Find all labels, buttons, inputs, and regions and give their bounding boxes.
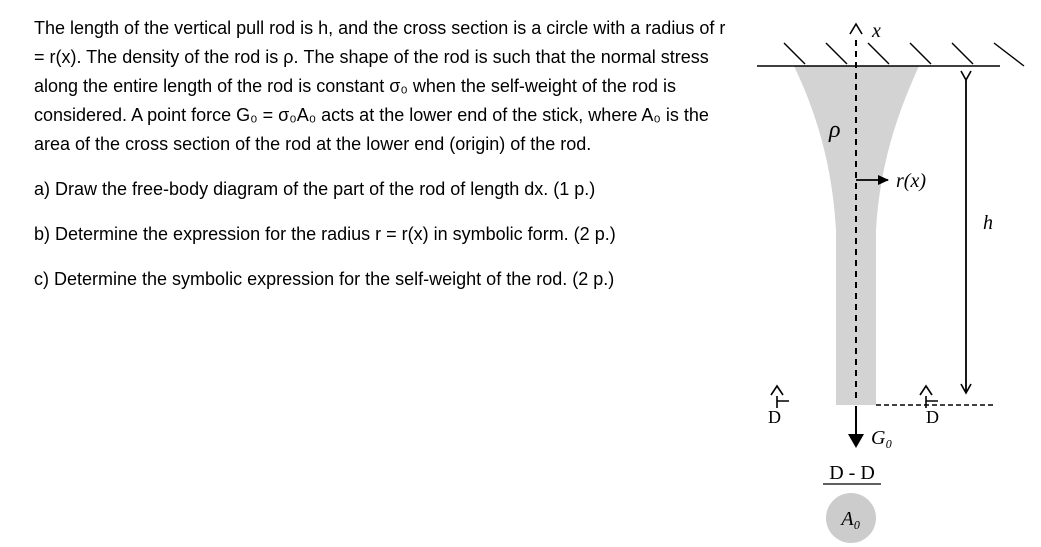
section-marker-left — [771, 386, 789, 408]
problem-part-a: a) Draw the free-body diagram of the part of the rod of length dx. (1 p.) — [34, 179, 596, 199]
area-label: A₀ — [841, 508, 861, 530]
radius-label: r(x) — [896, 170, 926, 192]
fixed-support — [757, 43, 1024, 66]
section-title: D - D — [829, 462, 875, 484]
section-left-label: D — [768, 407, 781, 427]
problem-part-b: b) Determine the expression for the radius r = r(x) in symbolic form. (2 p.) — [34, 224, 616, 244]
density-label: ρ — [829, 117, 841, 143]
problem-intro: The length of the vertical pull rod is h, and the cross section is a circle with a radius of r = r(x). The density of the rod is ρ. The shape of the rod is such that the normal stress along the entire length of the rod is constant σ₀ when the self-weight of the rod is considered. A point force G₀ = σ₀A₀ acts at the lower end of the stick, where A₀ is the area of the cross section of the rod at the lower end (origin) of the rod. — [34, 18, 726, 154]
force-label: G₀ — [871, 427, 893, 449]
section-right-label: D — [926, 407, 939, 427]
x-axis-label: x — [872, 20, 881, 42]
x-axis-arrowhead — [850, 24, 862, 34]
problem-part-c: c) Determine the symbolic expression for the self-weight of the rod. (2 p.) — [34, 269, 615, 289]
force-arrowhead — [848, 434, 864, 448]
height-label: h — [983, 212, 993, 234]
rod-shape — [794, 66, 919, 405]
